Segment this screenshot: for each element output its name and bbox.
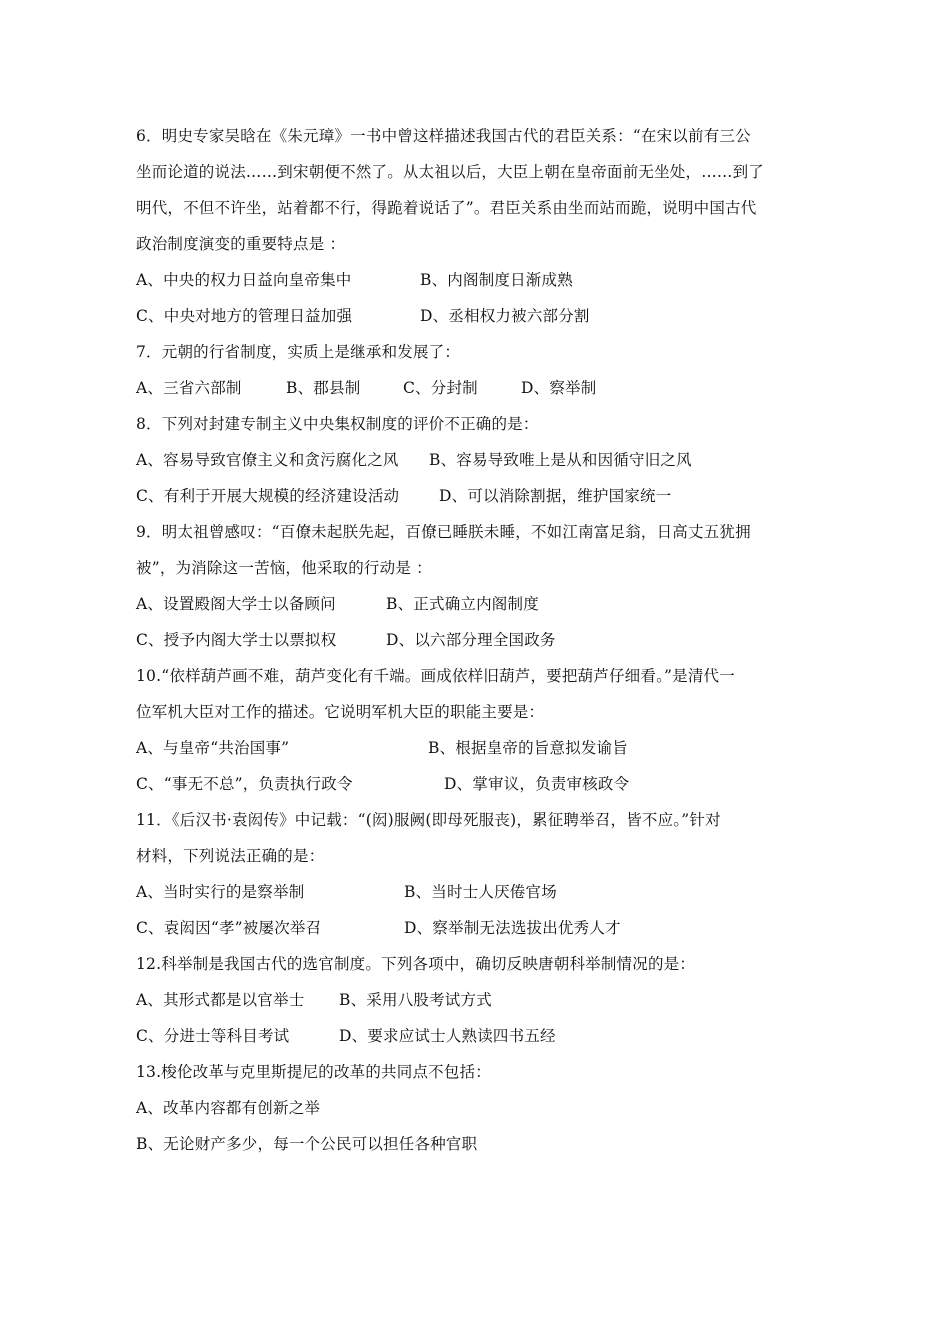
question-9-stem-line-2: 被”，为消除这一苦恼，他采取的行动是 ： (136, 559, 432, 577)
question-7-option-b: B、郡县制 (286, 379, 361, 397)
question-8-options-row-2 (136, 478, 826, 514)
question-7 (136, 334, 826, 406)
question-11-option-b: B、当时士人厌倦官场 (404, 883, 557, 901)
question-9-options-row-1 (136, 586, 826, 622)
question-12-options-row-2 (136, 1018, 826, 1054)
question-13 (136, 1054, 826, 1162)
question-11-option-c: C、袁闳因“孝”被屡次举召 (136, 919, 322, 937)
question-13-stem-line-1: 13.梭伦改革与克里斯提尼的改革的共同点不包括： (136, 1063, 491, 1081)
question-6-stem-line-4: 政治制度演变的重要特点是 ： (136, 235, 346, 253)
exam-page (136, 118, 826, 1162)
question-13-option-b: B、无论财产多少，每一个公民可以担任各种官职 (136, 1135, 478, 1153)
question-8-option-c: C、有利于开展大规模的经济建设活动 (136, 487, 400, 505)
question-7-options-row-1 (136, 370, 826, 406)
question-10 (136, 658, 826, 802)
question-12-option-c: C、分进士等科目考试 (136, 1027, 290, 1045)
question-12-stem-line-1: 12.科举制是我国古代的选官制度。下列各项中，确切反映唐朝科举制情况的是： (136, 955, 696, 973)
question-10-stem-line-1: 10.“依样葫芦画不难，葫芦变化有千端。画成依样旧葫芦，要把葫芦仔细看。”是清代一 (136, 667, 735, 685)
question-12-option-b: B、采用八股考试方式 (339, 991, 492, 1009)
question-10-option-b: B、根据皇帝的旨意拟发谕旨 (428, 739, 628, 757)
question-9-option-b: B、正式确立内阁制度 (386, 595, 539, 613)
question-9-stem-line-1: 9．明太祖曾感叹：“百僚未起朕先起，百僚已睡朕未睡，不如江南富足翁，日高丈五犹拥 (136, 523, 751, 541)
question-10-stem-line-2: 位军机大臣对工作的描述。它说明军机大臣的职能主要是： (136, 703, 545, 721)
question-6-options-row-2 (136, 298, 826, 334)
question-10-option-a: A、与皇帝“共治国事” (136, 739, 290, 757)
question-11 (136, 802, 826, 946)
question-6-stem-line-3: 明代，不但不许坐，站着都不行，得跪着说话了”。君臣关系由坐而站而跪，说明中国古代 (136, 199, 757, 217)
question-6-option-c: C、中央对地方的管理日益加强 (136, 307, 353, 325)
question-6-option-b: B、内阁制度日渐成熟 (420, 271, 573, 289)
question-8-option-a: A、容易导致官僚主义和贪污腐化之风 (136, 451, 399, 469)
question-6-option-d: D、丞相权力被六部分割 (420, 307, 590, 325)
question-11-options-row-1 (136, 874, 826, 910)
question-10-options-row-2 (136, 766, 826, 802)
question-7-option-a: A、三省六部制 (136, 379, 242, 397)
question-11-options-row-2 (136, 910, 826, 946)
question-8-options-row-1 (136, 442, 826, 478)
question-6-stem-line-2: 坐而论道的说法……到宋朝便不然了。从太祖以后，大臣上朝在皇帝面前无坐处，……到了 (136, 163, 765, 181)
question-6 (136, 118, 826, 334)
question-9-option-c: C、授予内阁大学士以票拟权 (136, 631, 337, 649)
question-8-option-d: D、可以消除割据，维护国家统一 (439, 487, 672, 505)
question-7-stem-line-1: 7．元朝的行省制度，实质上是继承和发展了： (136, 343, 461, 361)
question-7-option-d: D、察举制 (521, 379, 597, 397)
question-11-option-a: A、当时实行的是察举制 (136, 883, 305, 901)
question-12-option-a: A、其形式都是以官举士 (136, 991, 305, 1009)
question-8-stem-line-1: 8．下列对封建专制主义中央集权制度的评价不正确的是： (136, 415, 539, 433)
question-10-option-c: C、“事无不总”，负责执行政令 (136, 775, 353, 793)
question-9-options-row-2 (136, 622, 826, 658)
question-6-stem-line-1: 6．明史专家吴晗在《朱元璋》一书中曾这样描述我国古代的君臣关系：“在宋以前有三公 (136, 127, 751, 145)
question-9 (136, 514, 826, 658)
question-12 (136, 946, 826, 1054)
question-11-option-d: D、察举制无法选拔出优秀人才 (404, 919, 621, 937)
question-6-options-row-1 (136, 262, 826, 298)
question-8-option-b: B、容易导致唯上是从和因循守旧之风 (429, 451, 692, 469)
question-7-option-c: C、分封制 (403, 379, 478, 397)
question-13-option-a: A、改革内容都有创新之举 (136, 1099, 321, 1117)
question-9-option-d: D、以六部分理全国政务 (386, 631, 556, 649)
question-12-option-d: D、要求应试士人熟读四书五经 (339, 1027, 556, 1045)
question-10-option-d: D、掌审议，负责审核政令 (444, 775, 630, 793)
question-11-stem-line-1: 11．《后汉书·袁闳传》中记载：“(闳)服阙(即母死服丧)，累征聘举召，皆不应。”针对 (136, 811, 721, 829)
question-6-option-a: A、中央的权力日益向皇帝集中 (136, 271, 352, 289)
question-8 (136, 406, 826, 514)
question-12-options-row-1 (136, 982, 826, 1018)
question-9-option-a: A、设置殿阁大学士以备顾问 (136, 595, 336, 613)
question-11-stem-line-2: 材料，下列说法正确的是： (136, 847, 325, 865)
question-10-options-row-1 (136, 730, 826, 766)
